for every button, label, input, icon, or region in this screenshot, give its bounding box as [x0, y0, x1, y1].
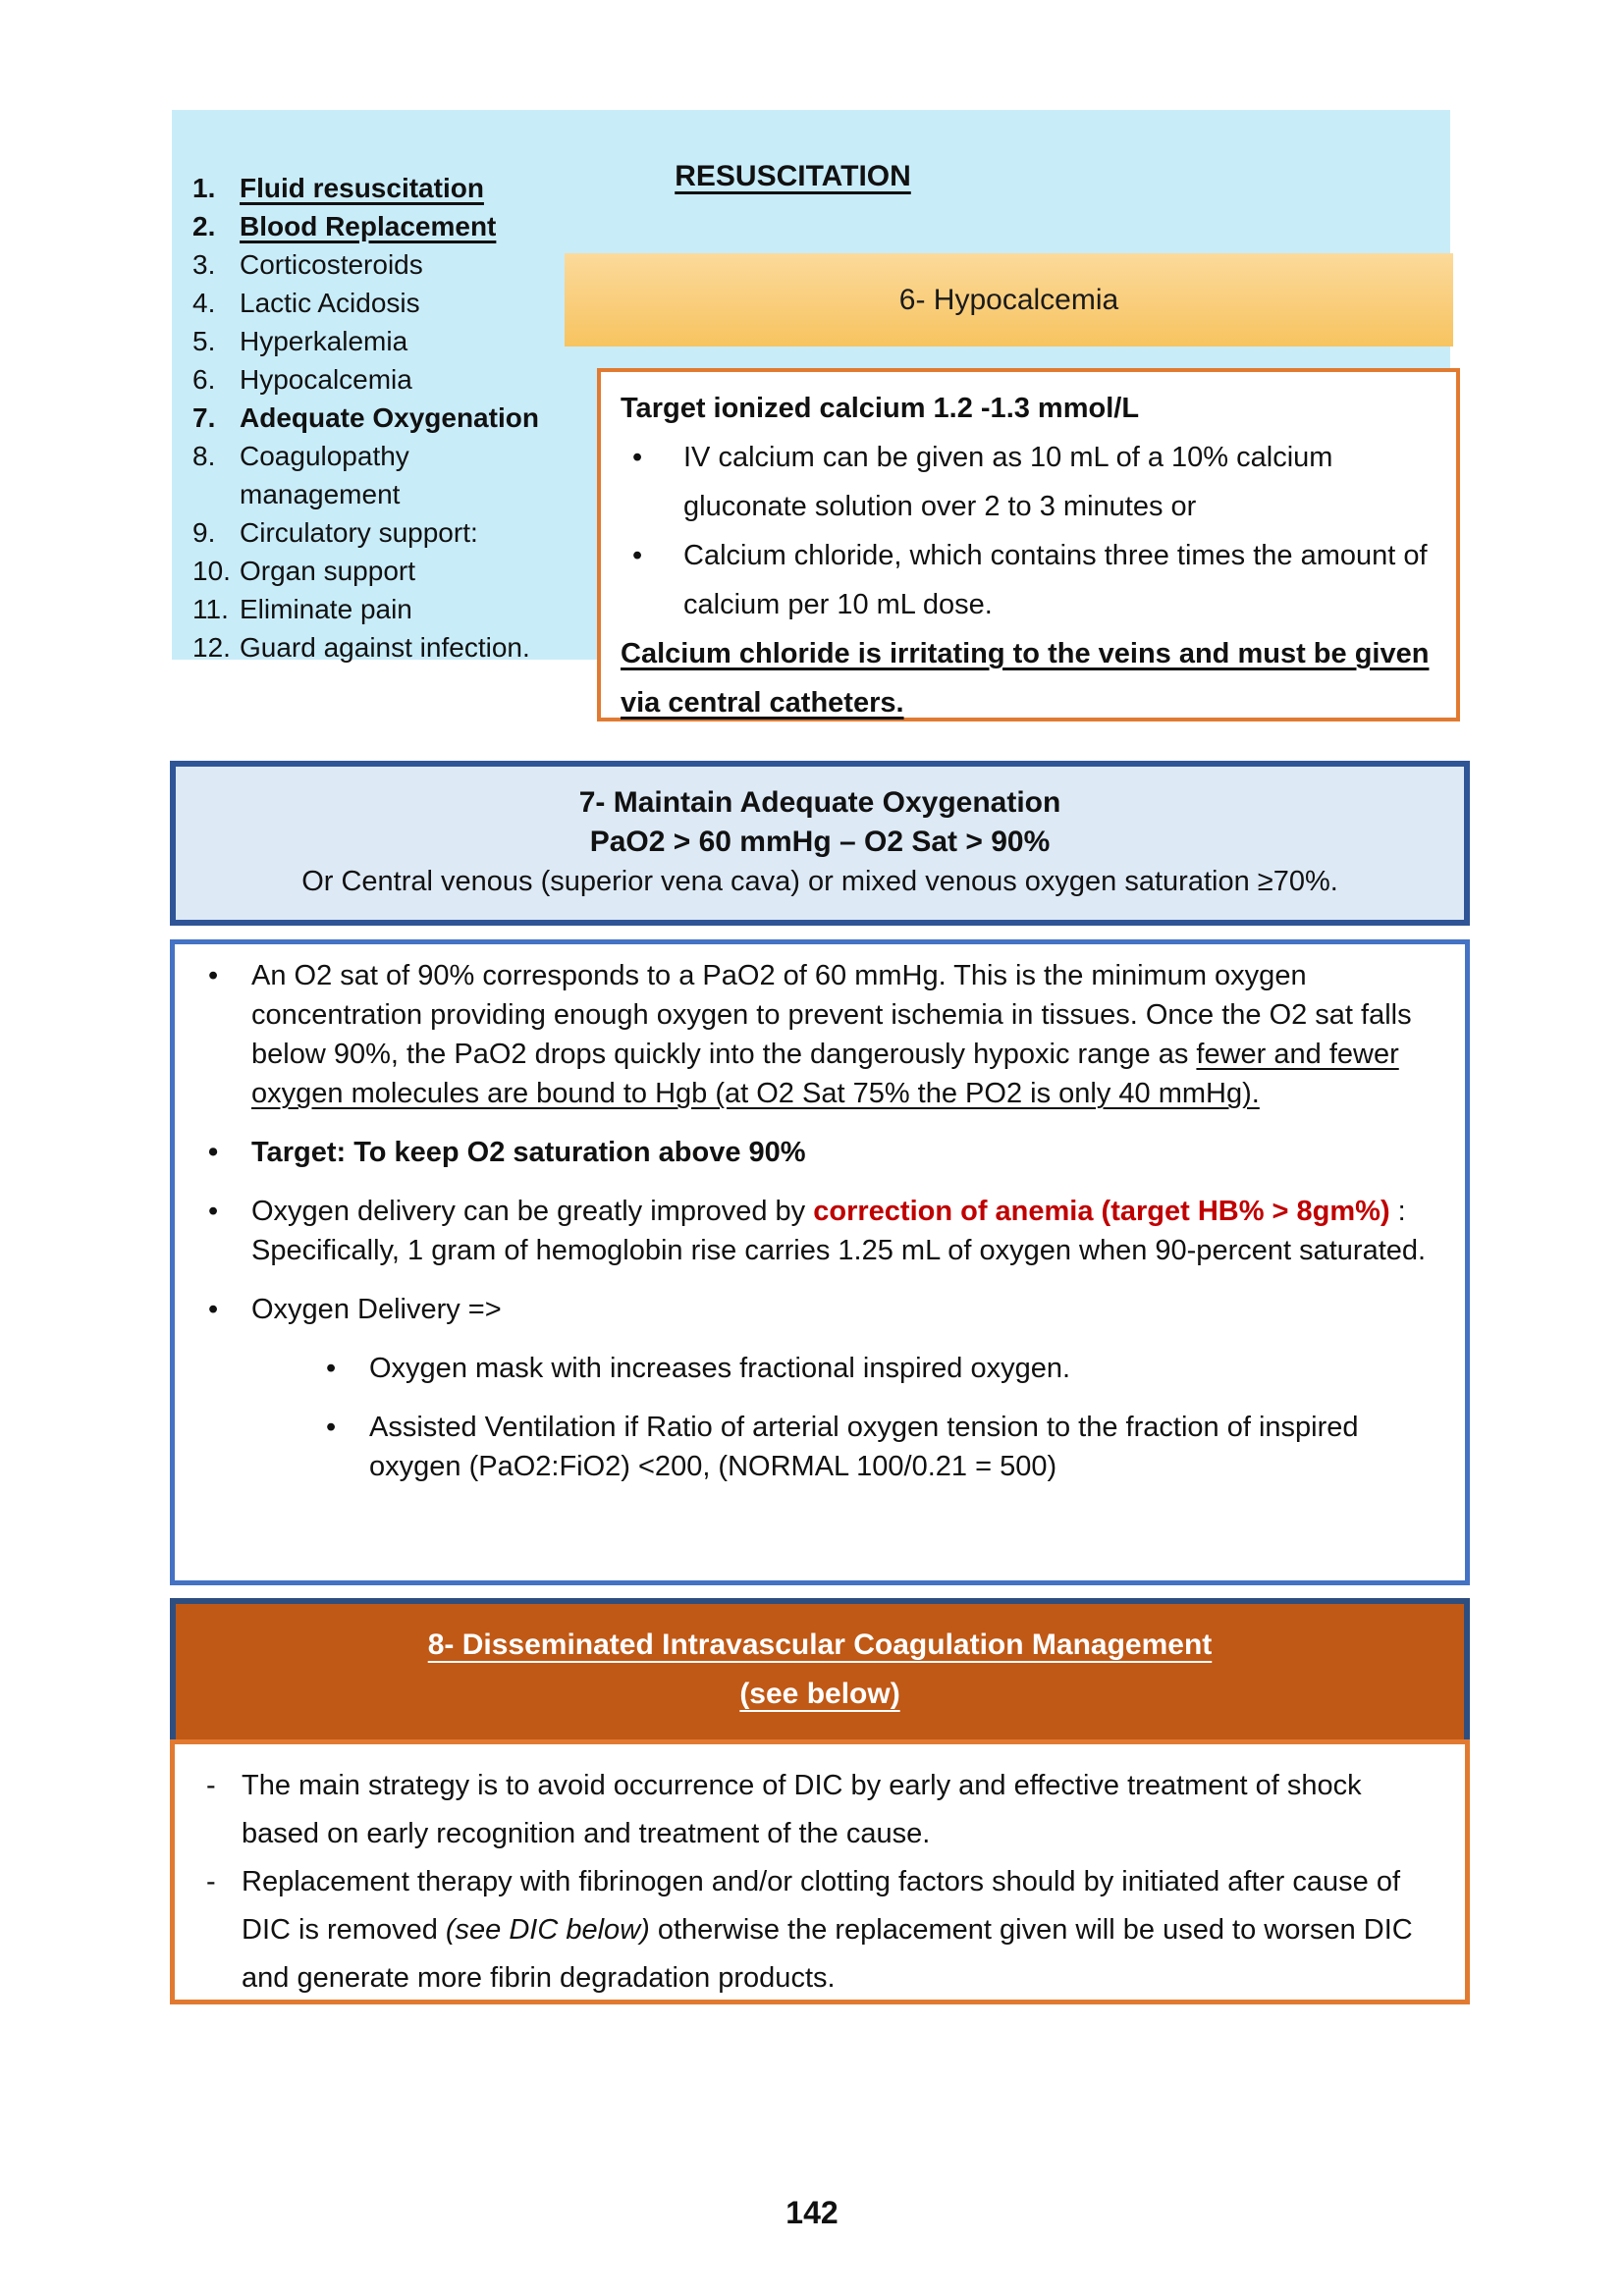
dic-banner-line1: 8- Disseminated Intravascular Coagulation Management	[427, 1629, 1213, 1661]
list-item: 11. Eliminate pain	[192, 594, 412, 624]
dic-note: - The main strategy is to avoid occurrence of DIC by early and effective treatment of shock based on early recognition and treatment of the cause.	[200, 1762, 1437, 1858]
list-item: 6. Hypocalcemia	[192, 364, 412, 395]
list-item: 12. Guard against infection.	[192, 632, 530, 663]
list-item: 5. Hyperkalemia	[192, 326, 408, 356]
oxygenation-header-box	[170, 761, 1470, 926]
oxygenation-subtitle: Or Central venous (superior vena cava) or mixed venous oxygen saturation ≥70%.	[301, 866, 1338, 897]
oxygenation-bullet: • An O2 sat of 90% corresponds to a PaO2 of 60 mmHg. This is the minimum oxygen concentration providing enough oxygen to prevent ischemia in tissues. Once the O2 sat falls below 90%, the PaO2 drops quickly into the dangerously hypoxic range as fewer and fewer oxygen molecules are bound to Hgb (at O2 Sat 75% the PO2 is only 40 mmHg).	[204, 956, 1428, 1113]
oxygenation-content-box	[170, 939, 1470, 1585]
oxygenation-title: 7- Maintain Adequate Oxygenation	[578, 786, 1061, 819]
bullet-icon: •	[208, 1196, 219, 1227]
bullet-icon: •	[208, 1294, 219, 1325]
dic-notes-box	[170, 1739, 1470, 2004]
calcium-target-heading: Target ionized calcium 1.2 -1.3 mmol/L	[621, 393, 1140, 424]
oxygenation-targets: PaO2 > 60 mmHg – O2 Sat > 90%	[589, 826, 1051, 858]
calcium-bullet: • IV calcium can be given as 10 mL of a 10% calcium gluconate solution over 2 to 3 minutes or	[621, 433, 1438, 531]
oxygenation-bullet: • Oxygen Delivery =>	[204, 1290, 1428, 1329]
list-item: 4. Lactic Acidosis	[192, 288, 420, 318]
list-item: 2. Blood Replacement	[192, 211, 497, 241]
calcium-bullet: • Calcium chloride, which contains three times the amount of calcium per 10 mL dose.	[621, 531, 1438, 629]
bullet-icon: •	[632, 540, 643, 571]
oxygenation-bullet: • Oxygen delivery can be greatly improved by correction of anemia (target HB% > 8gm%) : Specifically, 1 gram of hemoglobin rise carries 1.25 mL of oxygen when 90-percent saturated.	[204, 1192, 1428, 1270]
page-number: 142	[785, 2195, 839, 2230]
bullet-icon: •	[326, 1353, 337, 1384]
resuscitation-steps-list	[192, 169, 605, 667]
list-item: 9. Circulatory support:	[192, 517, 478, 548]
oxygenation-sub-bullet: • Oxygen mask with increases fractional inspired oxygen.	[322, 1349, 1428, 1388]
dash-icon: -	[206, 1770, 216, 1801]
list-item: 10. Organ support	[192, 556, 415, 586]
bullet-icon: •	[632, 442, 643, 473]
bullet-icon: •	[208, 960, 219, 991]
list-item-wrap: management	[240, 479, 401, 509]
oxygenation-bullet: • Target: To keep O2 saturation above 90%	[204, 1133, 1428, 1172]
hypocalcemia-banner	[565, 253, 1453, 347]
oxygenation-sub-bullet: • Assisted Ventilation if Ratio of arterial oxygen tension to the fraction of inspired oxygen (PaO2:FiO2) <200, (NORMAL 100/0.21 = 500)	[322, 1408, 1428, 1486]
italic-segment: (see DIC below)	[445, 1914, 650, 1946]
bullet-icon: •	[326, 1412, 337, 1443]
dic-banner-line2: (see below)	[739, 1678, 900, 1710]
calcium-chloride-warning: Calcium chloride is irritating to the veins and must be given via central catheters.	[621, 638, 1430, 719]
page-title-text: RESUSCITATION	[675, 160, 911, 192]
list-item: 1. Fluid resuscitation	[192, 173, 484, 203]
hypocalcemia-banner-text: 6- Hypocalcemia	[898, 283, 1119, 316]
dic-note: - Replacement therapy with fibrinogen and/or clotting factors should by initiated after cause of DIC is removed (see DIC below) otherwise the replacement given will be used to worsen DIC and generate more fibrin degradation products.	[200, 1858, 1437, 2002]
list-item: 3. Corticosteroids	[192, 249, 423, 280]
dic-banner	[170, 1598, 1470, 1745]
calcium-target-box	[597, 368, 1460, 721]
list-item: 8. Coagulopathy	[192, 441, 409, 471]
page-title	[565, 160, 1021, 193]
red-highlight-segment: correction of anemia (target HB% > 8gm%)	[813, 1196, 1390, 1227]
list-item: 7. Adequate Oxygenation	[192, 402, 539, 433]
underlined-segment: fewer and fewer oxygen molecules are bound to Hgb (at O2 Sat 75% the PO2 is only 40 mmHg).	[251, 1039, 1399, 1109]
bullet-icon: •	[208, 1137, 219, 1168]
dash-icon: -	[206, 1866, 216, 1897]
